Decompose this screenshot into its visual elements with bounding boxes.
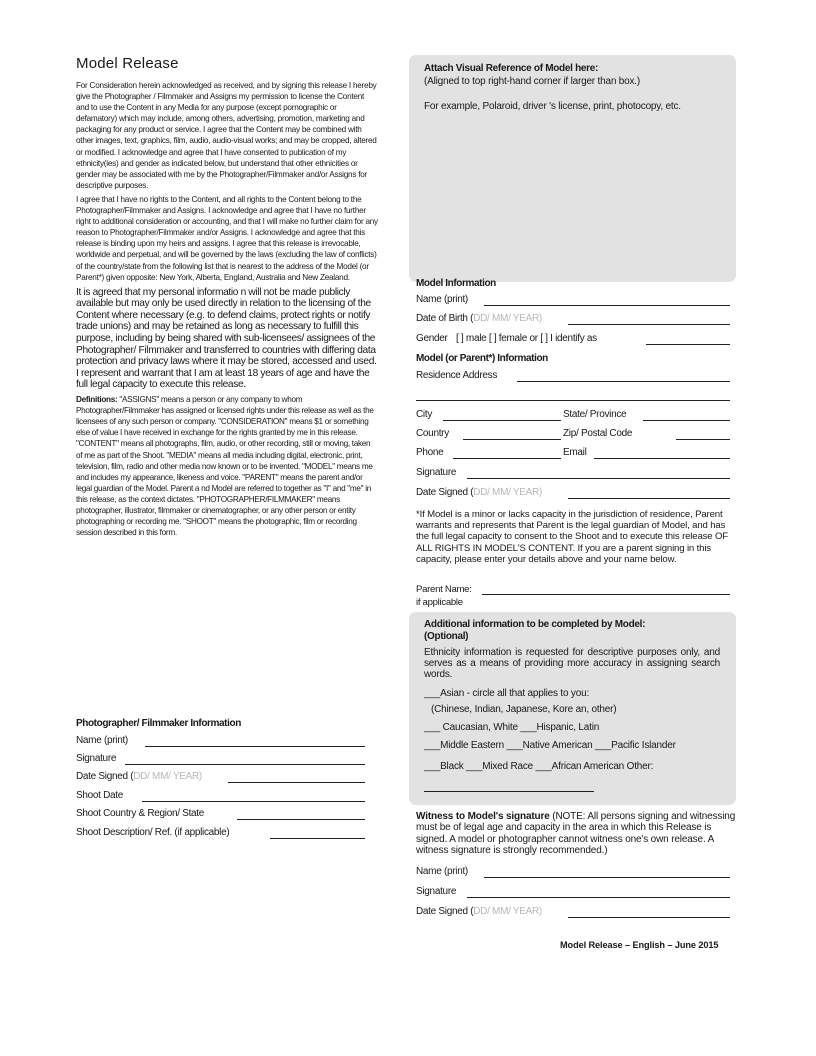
gender-label: Gender bbox=[416, 333, 448, 344]
country-field[interactable] bbox=[463, 439, 561, 440]
model-dob-label bbox=[416, 313, 542, 324]
witness-name-label: Name (print) bbox=[416, 866, 468, 877]
phone-label: Phone bbox=[416, 447, 444, 458]
witness-title: Witness to Model's signature bbox=[416, 811, 550, 822]
address-field[interactable] bbox=[517, 381, 730, 382]
witness-date-field[interactable] bbox=[568, 917, 730, 918]
parent-info-heading: Model (or Parent*) Information bbox=[416, 353, 548, 364]
definitions-text: "ASSIGNS" means a person or any company to whom Photographer/Filmmaker has assigned or licensed rights under this release as well as the licensees of any such person or company. "CONSIDERATION" means $1 or something else of value I have received in exchange for the rights granted by me in this release. "CONTENT" means all photographs, film, audio, or other recording, still or moving, taken of me as part of the Shoot. "MEDIA" means all media including digital, electronic, print, television, film, radio and other media now known or to be invented. "MODEL" means me and includes my appearance, likeness and voice. "PARENT" means the parent and/or legal guardian of the Model. Parent a nd Model are referred to together as "I" and "me" in this release, as the context dictates. "PHOTOGRAPHER/FILMMAKER" means photographer, illustrator, filmmaker or cinematographer, or any other person or entity photographing or recording me. "SHOOT" means the photographic, film or recording session described in this form. bbox=[76, 395, 374, 538]
ethnicity-note: Ethnicity information is requested for descriptive purposes only, and serves as a means of providing more accuracy in assigning search words. bbox=[424, 647, 720, 681]
witness-name-field[interactable] bbox=[484, 877, 730, 878]
parent-date-placeholder: DD/ MM/ YEAR) bbox=[473, 487, 542, 498]
definitions-label: Definitions: bbox=[76, 395, 118, 405]
ethnicity-asian[interactable]: ___Asian - circle all that applies to you: bbox=[424, 688, 590, 699]
page-title: Model Release bbox=[76, 55, 179, 72]
release-body bbox=[76, 80, 378, 538]
shoot-date-label: Shoot Date bbox=[76, 790, 124, 801]
additional-info-optional: (Optional) bbox=[424, 631, 469, 642]
shoot-description-field[interactable] bbox=[270, 838, 365, 839]
state-label: State/ Province bbox=[563, 409, 627, 420]
if-applicable-label: if applicable bbox=[416, 597, 463, 608]
photographer-signature-field[interactable] bbox=[125, 764, 365, 765]
parent-name-label: Parent Name: bbox=[416, 584, 472, 595]
additional-info-title: Additional information to be completed by Model: bbox=[424, 619, 646, 630]
model-dob-placeholder: DD/ MM/ YEAR) bbox=[473, 313, 542, 324]
photographer-name-label: Name (print) bbox=[76, 735, 128, 746]
visual-reference-box[interactable] bbox=[409, 55, 736, 282]
shoot-country-field[interactable] bbox=[237, 819, 365, 820]
witness-signature-label: Signature bbox=[416, 886, 457, 897]
email-field[interactable] bbox=[594, 458, 730, 459]
postal-label: Zip/ Postal Code bbox=[563, 428, 633, 439]
parent-signature-field[interactable] bbox=[467, 478, 730, 479]
parent-signature-label: Signature bbox=[416, 467, 457, 478]
witness-note bbox=[416, 811, 738, 857]
parent-date-label bbox=[416, 487, 542, 498]
photographer-date-placeholder: DD/ MM/ YEAR) bbox=[133, 771, 202, 782]
ethnicity-other-field[interactable] bbox=[424, 791, 594, 792]
photographer-name-field[interactable] bbox=[145, 746, 365, 747]
parent-date-text: Date Signed ( bbox=[416, 487, 474, 498]
shoot-country-label: Shoot Country & Region/ State bbox=[76, 808, 205, 819]
ethnicity-row-3[interactable]: ___Middle Eastern ___Native American ___Pacific Islander bbox=[424, 740, 676, 751]
gender-options[interactable]: [ ] male [ ] female or [ ] I identify as bbox=[456, 333, 597, 344]
visual-reference-subtitle: (Aligned to top right-hand corner if larger than box.) bbox=[424, 76, 640, 87]
postal-field[interactable] bbox=[676, 439, 730, 440]
address-field-line-2[interactable] bbox=[416, 400, 730, 401]
country-label: Country bbox=[416, 428, 449, 439]
city-label: City bbox=[416, 409, 433, 420]
definitions-paragraph bbox=[76, 394, 378, 538]
photographer-heading: Photographer/ Filmmaker Information bbox=[76, 718, 241, 729]
witness-date-text: Date Signed ( bbox=[416, 906, 474, 917]
witness-date-label bbox=[416, 906, 542, 917]
state-field[interactable] bbox=[643, 420, 730, 421]
ethnicity-row-2[interactable]: ___ Caucasian, White ___Hispanic, Latin bbox=[424, 722, 600, 733]
parent-date-field[interactable] bbox=[568, 498, 730, 499]
photographer-date-text: Date Signed ( bbox=[76, 771, 134, 782]
phone-field[interactable] bbox=[453, 458, 561, 459]
photographer-date-field[interactable] bbox=[228, 782, 365, 783]
witness-note-text: (NOTE: All persons signing and witnessing must be of legal age and capacity in the area in which this Release is signed. A model or photographer cannot witness one's own release. A witness signature is strongly recommended.) bbox=[416, 811, 736, 857]
gender-identify-field[interactable] bbox=[646, 344, 730, 345]
photographer-signature-label: Signature bbox=[76, 753, 117, 764]
model-dob-field[interactable] bbox=[568, 324, 730, 325]
witness-date-placeholder: DD/ MM/ YEAR) bbox=[473, 906, 542, 917]
model-info-heading: Model Information bbox=[416, 278, 496, 289]
model-name-label: Name (print) bbox=[416, 294, 468, 305]
parent-name-field[interactable] bbox=[482, 594, 730, 595]
additional-info-box bbox=[409, 612, 736, 805]
city-field[interactable] bbox=[443, 420, 561, 421]
ethnicity-row-4[interactable]: ___Black ___Mixed Race ___African American Other: bbox=[424, 761, 654, 772]
address-label: Residence Address bbox=[416, 370, 498, 381]
witness-signature-field[interactable] bbox=[467, 897, 730, 898]
page-footer: Model Release – English – June 2015 bbox=[560, 940, 719, 950]
email-label: Email bbox=[563, 447, 587, 458]
rights-paragraph: I agree that I have no rights to the Content, and all rights to the Content belong to the Photographer/Filmmaker and Assigns. I acknowledge and agree that I have no further right to additional consideration or accounting, and that I will make no further claim for any reason to Photographer/Filmmaker and/or Assigns. I acknowledge and agree that this release is binding upon my heirs and assigns. I agree that this release is irrevocable, worldwide and perpetual, and will be governed by the laws (excluding the law of conflicts) of the country/state from the following list that is nearest to the address of the Model (or Parent*) given opposite: New York, Alberta, England, Australia and New Zealand. bbox=[76, 194, 378, 282]
photographer-date-label bbox=[76, 771, 202, 782]
ethnicity-asian-options: (Chinese, Indian, Japanese, Kore an, other) bbox=[431, 704, 617, 715]
model-dob-text: Date of Birth ( bbox=[416, 313, 474, 324]
visual-reference-title: Attach Visual Reference of Model here: bbox=[424, 63, 599, 74]
shoot-description-label: Shoot Description/ Ref. (if applicable) bbox=[76, 827, 230, 838]
visual-reference-example: For example, Polaroid, driver 's license, print, photocopy, etc. bbox=[424, 101, 681, 112]
model-name-field[interactable] bbox=[484, 305, 730, 306]
minor-note: *If Model is a minor or lacks capacity in the jurisdiction of residence, Parent warrants and represents that Parent is the legal guardian of Model, and has the full legal capacity to consent to the Shoot and to execute this release OF ALL RIGHTS IN MODEL'S CONTENT. If you are a parent signing in this capacity, please enter your details above and your name below. bbox=[416, 509, 729, 565]
consideration-paragraph: For Consideration herein acknowledged as received, and by signing this release I hereby give the Photographer / Filmmaker and Assigns my permission to license the Content and to use the Content in any Media for any purpose (except pornographic or defamatory) which may include, among others, advertising, promotion, marketing and packaging for any product or service. I agree that the Content may be combined with other images, text, graphics, film, audio, audio-visual works; and may be cropped, altered or modified. I acknowledge and agree that I have consented to publication of my ethnicity(ies) and gender as indicated below, but understand that other ethnicities or gender may be associated with me by the Photographer/Filmmaker and/or Assigns for descriptive purposes. bbox=[76, 81, 377, 190]
shoot-date-field[interactable] bbox=[142, 801, 365, 802]
privacy-paragraph: It is agreed that my personal informatio n will not be made publicly available but may only be used directly in relation to the licensing of the Content where necessary (e.g. to defend claims, protect rights or notify trade unions) and may be retained as long as necessary to fulfill this purpose, including by being shared with sub-licensees/ assignees of the Photographer/ Filmmaker and transferred to countries with differing data protection and privacy laws where it may be stored, accessed and used. I represent and warrant that I am at least 18 years of age and have the full legal capacity to execute this release. bbox=[76, 286, 377, 391]
